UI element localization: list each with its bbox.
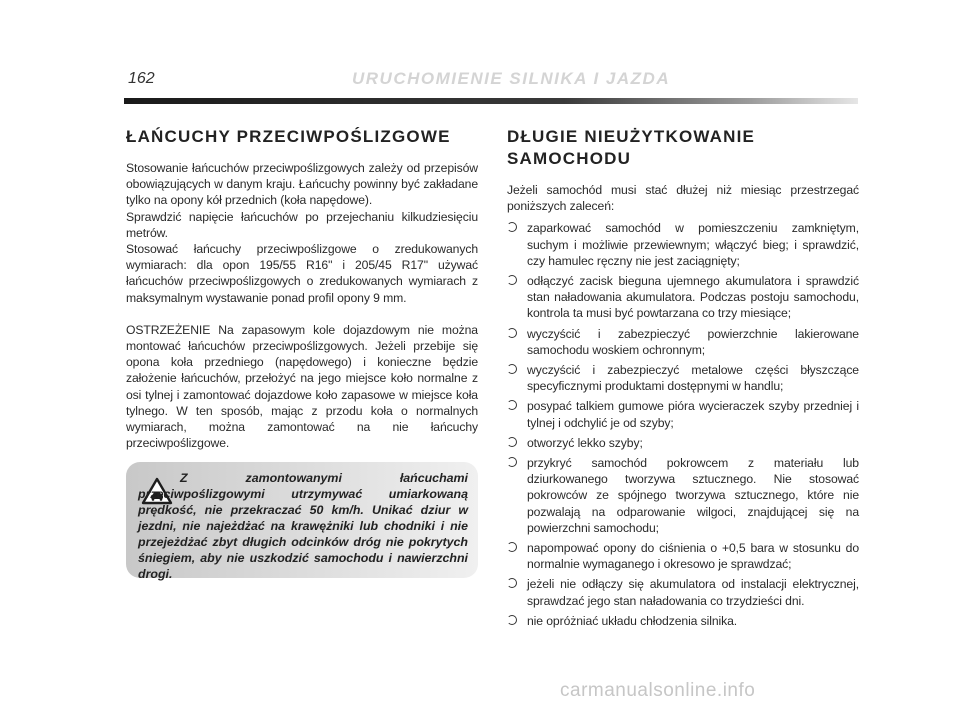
list-item-text: otworzyć lekko szyby; bbox=[527, 435, 643, 450]
warning-box bbox=[126, 462, 478, 581]
bullet-icon bbox=[507, 364, 517, 374]
list-item bbox=[507, 362, 859, 394]
section-title-line: SAMOCHODU bbox=[507, 149, 632, 168]
bullet-icon bbox=[507, 222, 517, 232]
list-item bbox=[507, 326, 859, 358]
list-item-text: przykryć samochód pokrowcem z materiału lub dziurkowanego tworzywa sztucznego. Nie stosować pokrowców ze spójnego tworzywa sztucznego, które nie pozwalają na odparowanie wilgoci, znajdującej się na powierzchni samochodu; bbox=[527, 456, 859, 535]
bullet-icon bbox=[507, 615, 517, 625]
list-item-text: posypać talkiem gumowe pióra wycieraczek szyby przedniej i tylnej i odchylić je od szyby; bbox=[527, 399, 859, 430]
section-title-long-storage bbox=[507, 126, 859, 170]
watermark: carmanualsonline.info bbox=[560, 680, 756, 701]
list-item-text: wyczyścić i zabezpieczyć metalowe części błyszczące specyficznymi produktami dostępnymi w handlu; bbox=[527, 363, 859, 394]
list-item bbox=[507, 398, 859, 430]
list-item bbox=[507, 435, 859, 451]
paragraph: Stosowanie łańcuchów przeciwpoślizgowych zależy od przepisów obowiązujących w danym kraju. Łańcuchy powinny być zakładane tylko na opony kół przednich (koła napędowe). bbox=[126, 161, 478, 208]
list-item bbox=[507, 613, 859, 629]
list-item bbox=[507, 540, 859, 572]
list-item-text: napompować opony do ciśnienia o +0,5 bara w stosunku do normalnie wymaganego i okresowo je sprawdzać; bbox=[527, 541, 859, 572]
list-item-text: odłączyć zacisk bieguna ujemnego akumulatora i sprawdzić stan naładowania akumulatora. Podczas postoju samochodu, kontrola ta musi być powtarzana co trzy miesiące; bbox=[527, 274, 859, 321]
bullet-icon bbox=[507, 400, 517, 410]
list-item-text: jeżeli nie odłączy się akumulatora od instalacji elektrycznej, sprawdzać jego stan naładowania co trzydzieści dni. bbox=[527, 577, 859, 608]
list-item bbox=[507, 273, 859, 322]
bullet-icon bbox=[507, 542, 517, 552]
paragraph: Sprawdzić napięcie łańcuchów po przejechaniu kilkudziesięciu metrów. bbox=[126, 209, 478, 240]
list-item-text: nie opróżniać układu chłodzenia silnika. bbox=[527, 613, 738, 628]
bullet-icon bbox=[507, 457, 517, 467]
long-storage-section bbox=[507, 126, 859, 633]
bullet-icon bbox=[507, 328, 517, 338]
bullet-icon bbox=[507, 437, 517, 447]
list-item-text: wyczyścić i zabezpieczyć powierzchnie lakierowane samochodu woskiem ochronnym; bbox=[527, 326, 859, 357]
header-rule bbox=[124, 98, 858, 104]
storage-checklist bbox=[507, 220, 859, 629]
paragraph-warning-note: OSTRZEŻENIE Na zapasowym kole dojazdowym nie można montować łańcuchów przeciwpoślizgowych. Jeżeli przebije się opona koła przedniego (napędowego) i konieczne będzie założenie łańcuchów, przełożyć na jego miejsce koło normalne z osi tylnej i zamontować dojazdowe koło zapasowe w miejsce koła tylnego. W ten sposób, mając z przodu koła o normalnych wymiarach, można zamontować na nie łańcuchy przeciwpoślizgowe. bbox=[126, 322, 478, 451]
intro-paragraph: Jeżeli samochód musi stać dłużej niż miesiąc przestrzegać poniższych zaleceń: bbox=[507, 183, 859, 214]
section-title-line: DŁUGIE NIEUŻYTKOWANIE bbox=[507, 127, 756, 146]
page-number: 162 bbox=[128, 70, 155, 87]
bullet-icon bbox=[507, 275, 517, 285]
paragraph: Stosować łańcuchy przeciwpoślizgowe o zredukowanych wymiarach: dla opon 195/55 R16" i 205/45 R17" używać łańcuchów przeciwpoślizgowych o zredukowanych wymiarach z maksymalnym wystawanie ponad profil opony 9 mm. bbox=[126, 242, 478, 305]
snow-chains-section bbox=[126, 126, 478, 451]
list-item bbox=[507, 576, 859, 608]
spacer bbox=[126, 306, 478, 322]
bullet-icon bbox=[507, 578, 517, 588]
list-item-text: zaparkować samochód w pomieszczeniu zamkniętym, suchym i możliwie przewiewnym; włączyć bieg; i sprawdzić, czy hamulec ręczny nie jest zaciągnięty; bbox=[527, 221, 859, 268]
list-item bbox=[507, 455, 859, 536]
list-item bbox=[507, 220, 859, 269]
section-title-snow-chains: ŁAŃCUCHY PRZECIWPOŚLIZGOWE bbox=[126, 127, 451, 146]
warning-text: Z zamontowanymi łańcuchami przeciwpoślizgowymi utrzymywać umiarkowaną prędkość, nie przekraczać 50 km/h. Unikać dziur w jezdni, nie najeżdżać na krawężniki lub chodniki i nie przejeżdżać zbyt długich odcinków dróg nie pokrytych śniegiem, aby nie uszkodzić samochodu i nawierzchni drogi. bbox=[138, 471, 468, 581]
running-title: URUCHOMIENIE SILNIKA I JAZDA bbox=[352, 69, 671, 88]
